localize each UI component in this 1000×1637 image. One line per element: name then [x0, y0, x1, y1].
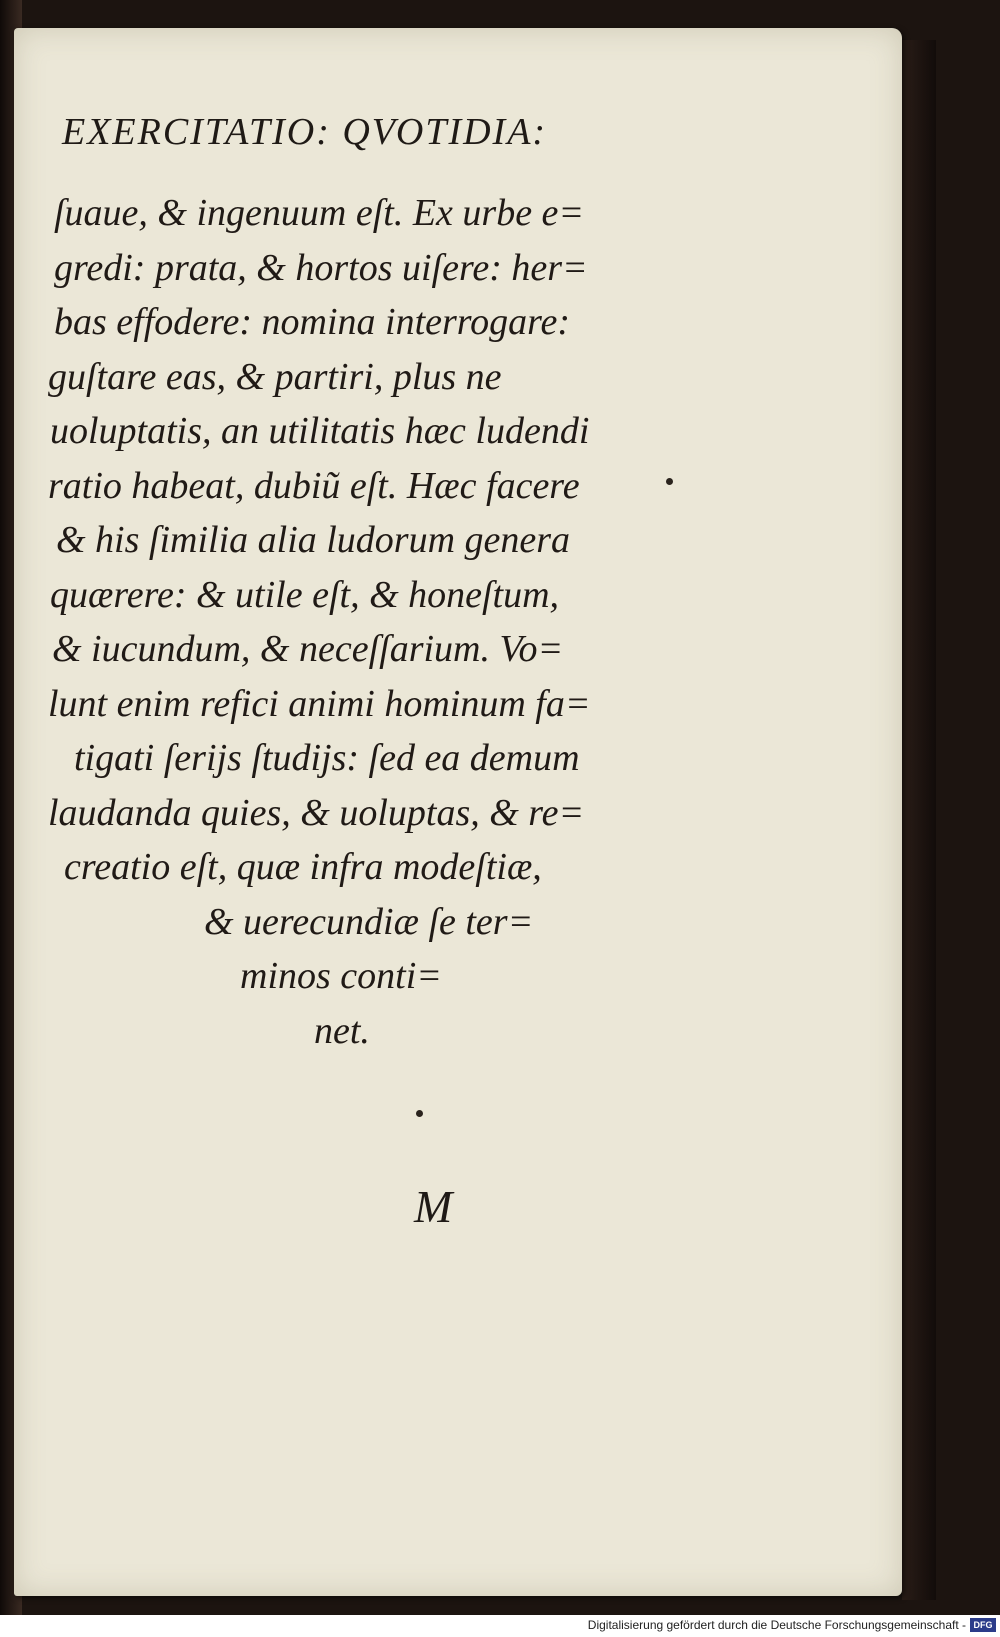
ink-speck [416, 1110, 423, 1117]
text-line: tigati ſerijs ſtudijs: ſed ea demum [74, 737, 580, 779]
text-line: uoluptatis, an utilitatis hæc ludendi [50, 410, 590, 452]
text-line: net. [314, 1009, 370, 1052]
body-text [44, 186, 704, 1058]
running-head: EXERCITATIO: QVOTIDIA: [62, 111, 548, 153]
text-line: & iucundum, & neceſſarium. Vo= [52, 628, 564, 670]
text-line: bas effodere: nomina interrogare: [54, 301, 571, 343]
text-line: guſtare eas, & partiri, plus ne [48, 355, 502, 398]
footer-bar [0, 1615, 1000, 1637]
text-line: & his ſimilia alia ludorum genera [56, 519, 571, 561]
text-line: gredi: prata, & hortos uiſere: her= [54, 246, 588, 289]
dfg-logo-icon: DFG [970, 1618, 996, 1632]
page-edge-shadow [902, 40, 936, 1600]
text-line: ſuaue, & ingenuum eſt. Ex urbe e= [54, 192, 585, 234]
text-line: & uerecundiæ ſe ter= [204, 900, 534, 943]
text-line: lunt enim refici animi hominum fa= [48, 682, 591, 725]
text-line: ratio habeat, dubiũ eſt. Hæc facere [48, 464, 580, 507]
text-line: laudanda quies, & uoluptas, & re= [48, 791, 585, 834]
text-line: quærere: & utile eſt, & honeſtum, [50, 573, 560, 616]
funding-credit: Digitalisierung gefördert durch die Deutsche Forschungsgemeinschaft - [587, 1618, 966, 1632]
signature-mark: M [414, 1181, 453, 1232]
text-line: creatio eſt, quæ infra modeſtiæ, [64, 846, 542, 888]
text-line: minos conti= [240, 955, 442, 997]
